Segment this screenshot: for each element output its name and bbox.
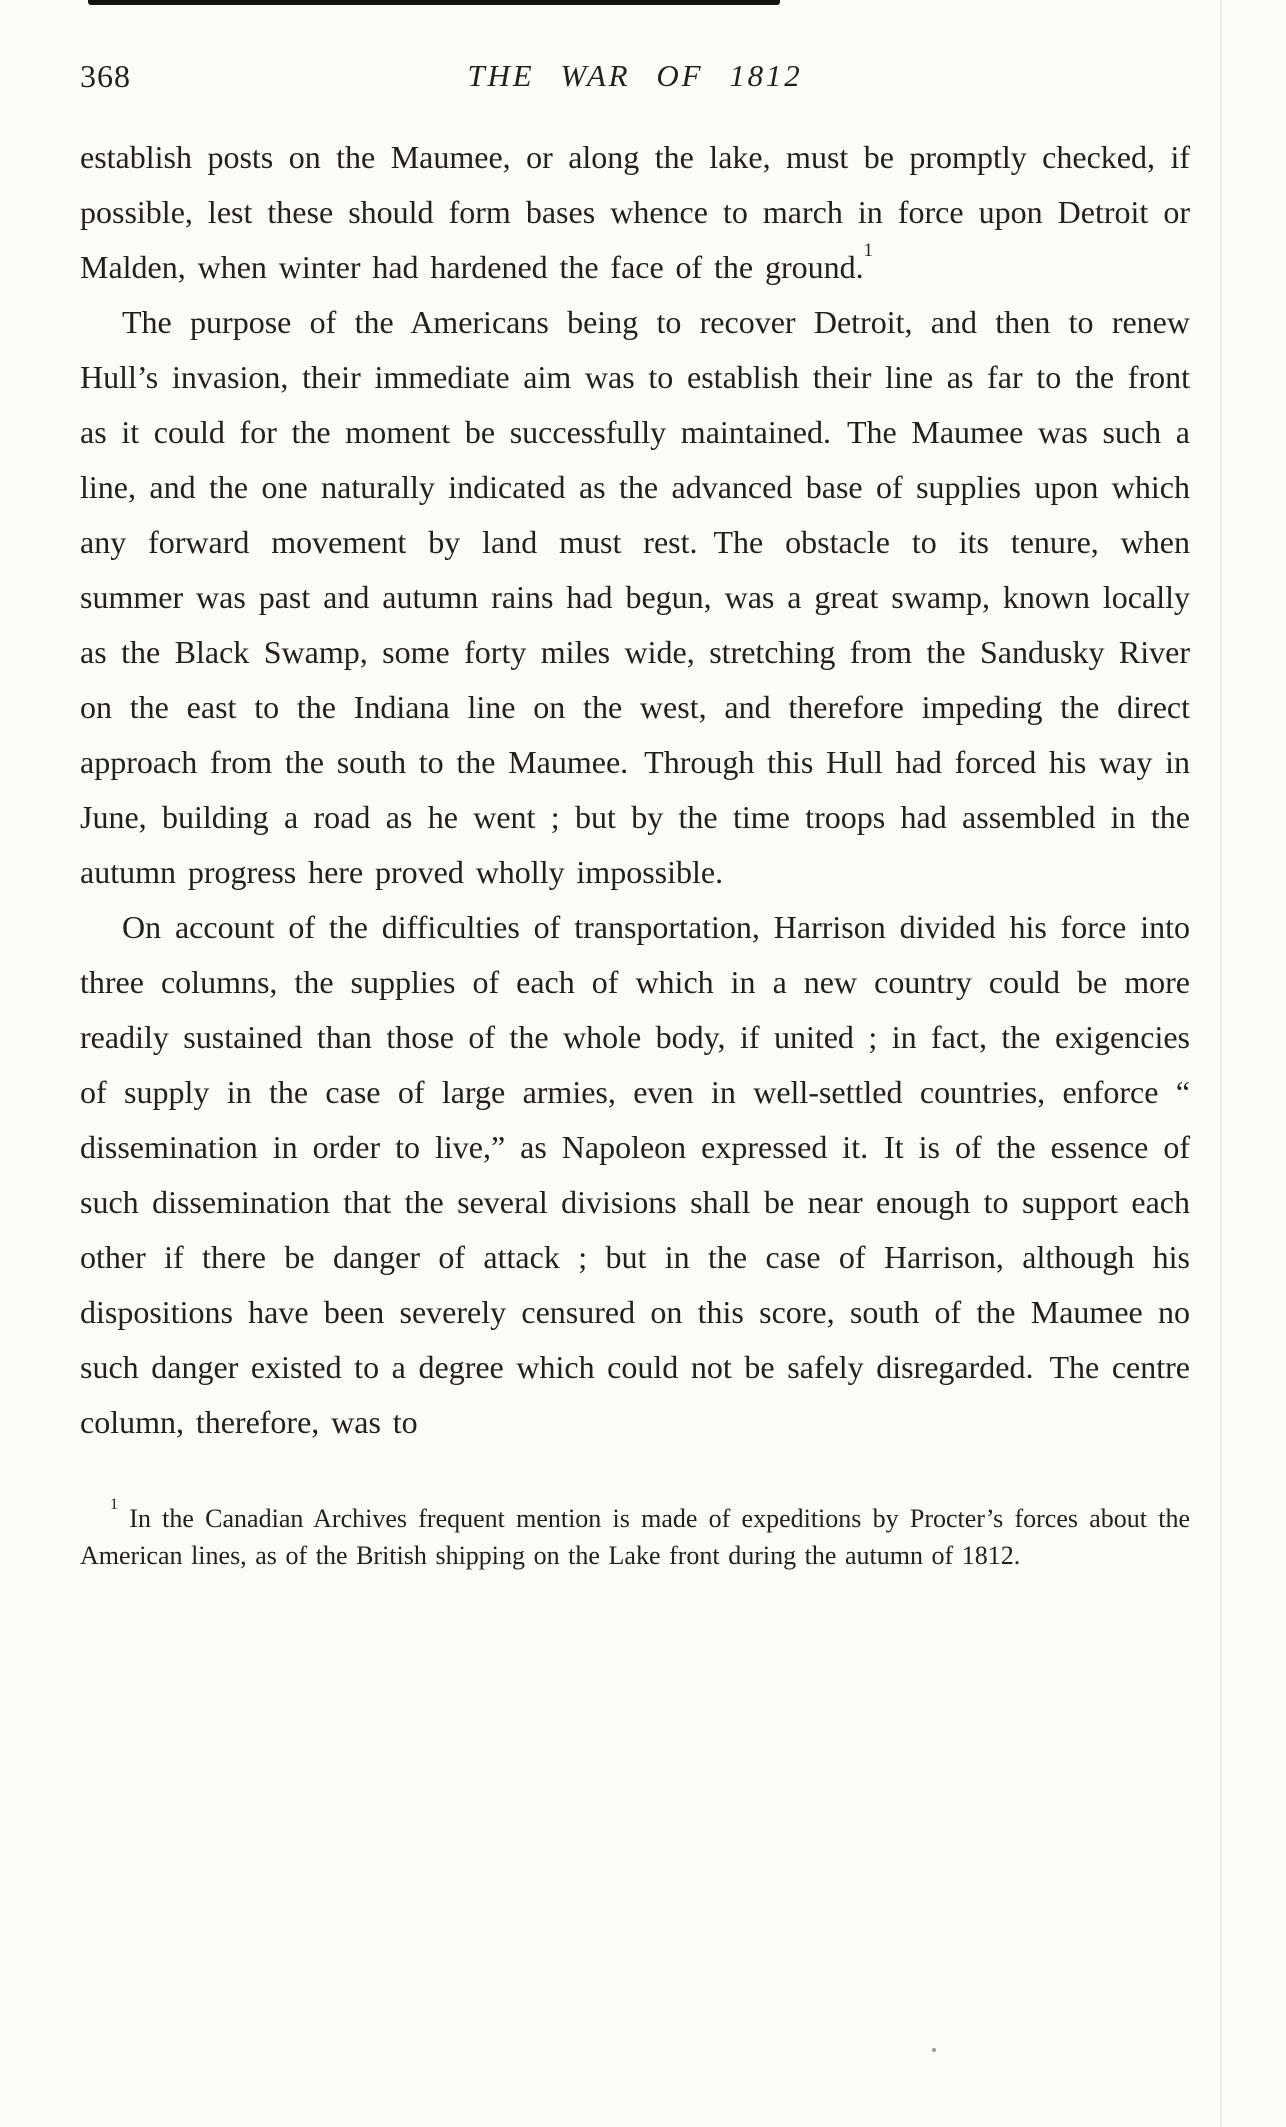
paragraph xyxy=(80,295,1190,900)
paragraph xyxy=(80,900,1190,1450)
footnote-text: In the Canadian Archives frequent mention is made of expeditions by Procter’s forces about the American lines, as of the British shipping on the Lake front during the autumn of 1812. xyxy=(80,1504,1190,1570)
paragraph-text: establish posts on the Maumee, or along the lake, must be promptly checked, if possible, lest these should form bases whence to march in force upon Detroit or Malden, when winter had hardened the face of the ground. xyxy=(80,139,1190,285)
paragraph xyxy=(80,130,1190,295)
scan-artifact-top-edge xyxy=(88,0,780,5)
footnote-paragraph xyxy=(80,1496,1190,1574)
page-number: 368 xyxy=(80,58,131,94)
body-text xyxy=(80,130,1190,1450)
footnote-number: 1 xyxy=(110,1496,119,1514)
paragraph-text: On account of the difficulties of transportation, Harrison divided his force into three columns, the supplies of each of which in a new country could be more readily sustained than those of the whole body, if united ; in fact, the exigencies of supply in the case of large armies, even in well-settled countries, enforce “ dissemination in order to live,” as Napoleon expressed it. It is of the essence of such dissemination that the several divisions shall be near enough to support each other if there be danger of attack ; but in the case of Harrison, although his dispositions have been severely censured on this score, south of the Maumee no such danger existed to a degree which could not be safely disregarded. The centre column, therefore, was to xyxy=(80,909,1190,1440)
paragraph-text: The purpose of the Americans being to recover Detroit, and then to renew Hull’s invasion, their immediate aim was to establish their line as far to the front as it could for the moment be successfully maintained. The Maumee was such a line, and the one naturally indicated as the advanced base of supplies upon which any forward movement by land must rest. The obstacle to its tenure, when summer was past and autumn rains had begun, was a great swamp, known locally as the Black Swamp, some forty miles wide, stretching from the Sandusky River on the east to the Indiana line on the west, and therefore impeding the direct approach from the south to the Maumee. Through this Hull had forced his way in June, building a road as he went ; but by the time troops had assembled in the autumn progress here proved wholly impossible. xyxy=(80,304,1190,890)
footnote-section xyxy=(80,1496,1190,1574)
footnote-ref-marker: 1 xyxy=(863,240,873,262)
page-header xyxy=(80,58,1190,102)
scan-artifact-page-edge xyxy=(1220,0,1222,2127)
running-title: THE WAR OF 1812 xyxy=(467,58,803,93)
scan-artifact-speck xyxy=(932,2048,936,2052)
